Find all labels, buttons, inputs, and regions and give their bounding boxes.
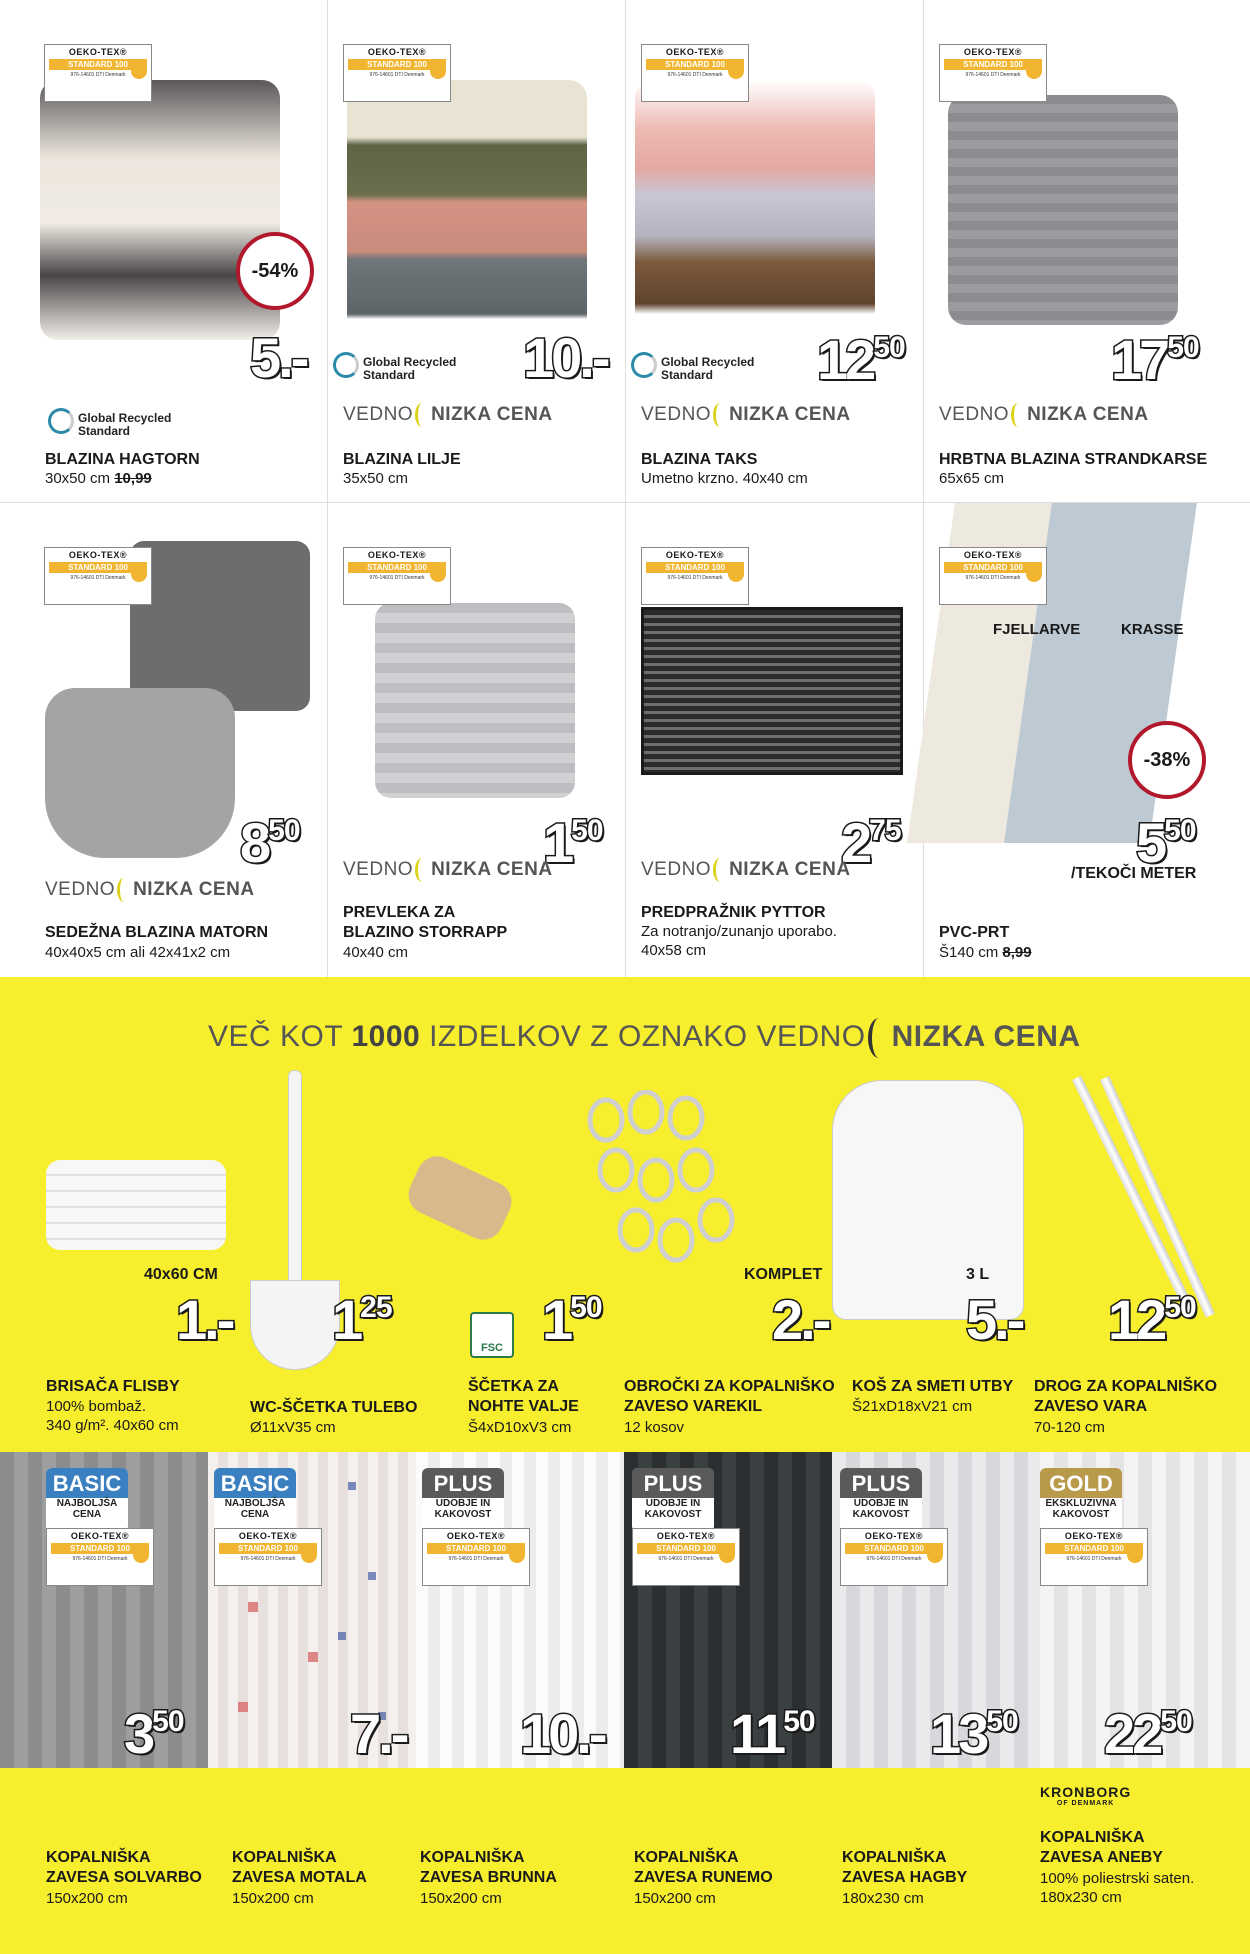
product-name: KOPALNIŠKA ZAVESA BRUNNA [420, 1849, 557, 1886]
plus-tag: PLUS UDOBJE IN KAKOVOST [422, 1468, 504, 1532]
oeko-tex-label: OEKO-TEX® STANDARD 100 976-14601 DTI Denmark [343, 547, 451, 605]
plus-tag: PLUS UDOBJE IN KAKOVOST [840, 1468, 922, 1532]
oeko-tex-label: OEKO-TEX® STANDARD 100 976-14601 DTI Denmark [641, 547, 749, 605]
price: $2^{75}$ [841, 811, 901, 874]
sun-icon [1127, 1547, 1143, 1563]
product-desc: 70-120 cm [1034, 1419, 1105, 1436]
product-name: PVC-PRT [939, 924, 1010, 941]
product-name: BLAZINA HAGTORN [45, 451, 200, 468]
product-desc: 12 kosov [624, 1419, 685, 1436]
price: $12^{50}$ [1108, 1288, 1196, 1351]
product-image [40, 80, 280, 340]
product-desc: Za notranjo/zunanjo uporabo. 40x58 cm [641, 923, 837, 959]
section-home [0, 502, 1250, 977]
oeko-tex-label: OEKO-TEX® STANDARD 100 976-14601 DTI Denmark [641, 44, 749, 102]
product-card-hagtorn[interactable] [0, 0, 327, 502]
product-desc: 150x200 cm [634, 1890, 716, 1907]
rings-icon [576, 1090, 766, 1290]
recycled-icon [631, 352, 657, 378]
product-name: PREVLEKA ZA BLAZINO STORRAPP [343, 904, 508, 941]
variant-label: FJELLARVE [993, 621, 1081, 638]
sun-icon [728, 566, 744, 582]
oeko-tex-label: OEKO-TEX® STANDARD 100 976-14601 DTI Denmark [939, 44, 1047, 102]
price: 7.- [350, 1702, 407, 1765]
price: $11^{50}$ [730, 1702, 815, 1765]
product-name: KOŠ ZA SMETI UTBY [852, 1378, 1014, 1395]
price: $13^{50}$ [930, 1702, 1018, 1765]
recycled-icon [333, 352, 359, 378]
recycled-label: Global Recycled Standard [661, 356, 754, 381]
vedno-nizka-cena-logo: VEDNO NIZKA CENA [45, 879, 255, 901]
sun-icon [133, 1547, 149, 1563]
product-desc: 100% poliestrski saten. 180x230 cm [1040, 1870, 1195, 1906]
product-image [288, 1070, 302, 1290]
sun-icon [301, 1547, 317, 1563]
basic-tag: BASIC NAJBOLJŠA CENA [46, 1468, 128, 1532]
product-name: KOPALNIŠKA ZAVESA RUNEMO [634, 1849, 773, 1886]
unit-label: /TEKOČI METER [1071, 865, 1197, 882]
product-desc: 150x200 cm [420, 1890, 502, 1907]
product-image [250, 1280, 340, 1370]
price: 10.- [520, 1702, 605, 1765]
product-desc: 40x40 cm [343, 944, 409, 961]
vedno-nizka-cena-logo: VEDNO NIZKA CENA [343, 859, 553, 881]
product-card-taks[interactable] [625, 0, 923, 502]
product-image [576, 1090, 766, 1290]
product-image [130, 541, 310, 711]
price: $8^{50}$ [240, 811, 300, 874]
product-name: ŠČETKA ZA NOHTE VALJE [468, 1378, 579, 1415]
discount-badge: -54% [236, 232, 314, 310]
product-name: PREDPRAŽNIK PYTTOR [641, 904, 826, 921]
product-name: KOPALNIŠKA ZAVESA HAGBY [842, 1849, 968, 1886]
product-image [635, 80, 875, 340]
price: 10.- [523, 326, 608, 389]
recycled-label: Global Recycled Standard [363, 356, 456, 381]
product-desc: 65x65 cm [939, 470, 1005, 487]
oeko-tex-label: OEKO-TEX® STANDARD 100 976-14601 DTI Denmark [422, 1528, 530, 1586]
sun-icon [1026, 566, 1042, 582]
set-label: KOMPLET [744, 1266, 823, 1283]
product-name: KOPALNIŠKA ZAVESA SOLVARBO [46, 1849, 202, 1886]
product-desc: Š4xD10xV3 cm [468, 1419, 572, 1436]
discount-badge: -38% [1128, 721, 1206, 799]
price: 2.- [772, 1288, 829, 1351]
price: 5.- [250, 326, 307, 389]
price: $1^{25}$ [332, 1288, 392, 1351]
price: $5^{50}$ [1136, 811, 1196, 874]
product-name: DROG ZA KOPALNIŠKO ZAVESO VARA [1034, 1378, 1218, 1415]
product-name: WC-ŠČETKA TULEBO [250, 1399, 418, 1416]
promo-headline: VEČ KOT 1000 IZDELKOV Z OZNAKO VEDNO NIZKA CENA [208, 1018, 1081, 1058]
sun-icon [927, 1547, 943, 1563]
product-image [45, 688, 235, 858]
oeko-tex-label: OEKO-TEX® STANDARD 100 976-14601 DTI Denmark [44, 44, 152, 102]
kronborg-logo: KRONBORG OF DENMARK [1040, 1784, 1132, 1807]
price: $17^{50}$ [1111, 328, 1199, 391]
sun-icon [728, 63, 744, 79]
product-desc: 40x40x5 cm ali 42x41x2 cm [45, 944, 231, 961]
oeko-tex-label: OEKO-TEX® STANDARD 100 976-14601 DTI Denmark [840, 1528, 948, 1586]
vedno-nizka-cena-logo: VEDNO NIZKA CENA [641, 859, 851, 881]
product-desc: 35x50 cm [343, 470, 409, 487]
oeko-tex-label: OEKO-TEX® STANDARD 100 976-14601 DTI Denmark [343, 44, 451, 102]
product-image [46, 1160, 226, 1250]
vedno-nizka-cena-logo: VEDNO NIZKA CENA [939, 404, 1149, 426]
price: $3^{50}$ [124, 1702, 184, 1765]
price: 5.- [966, 1288, 1023, 1351]
price: $22^{50}$ [1104, 1702, 1192, 1765]
price: $1^{50}$ [543, 811, 603, 874]
product-card-pyttor[interactable] [625, 503, 923, 977]
product-card-strandkarse[interactable] [923, 0, 1250, 502]
basic-tag: BASIC NAJBOLJŠA CENA [214, 1468, 296, 1532]
product-desc: Š21xD18xV21 cm [852, 1398, 973, 1415]
price: $12^{50}$ [817, 328, 905, 391]
oeko-tex-label: OEKO-TEX® STANDARD 100 976-14601 DTI Denmark [214, 1528, 322, 1586]
oeko-tex-label: OEKO-TEX® STANDARD 100 976-14601 DTI Denmark [44, 547, 152, 605]
product-desc: Š140 cm 8,99 [939, 944, 1032, 961]
oeko-tex-label: OEKO-TEX® STANDARD 100 976-14601 DTI Denmark [46, 1528, 154, 1586]
product-name: KOPALNIŠKA ZAVESA ANEBY [1040, 1829, 1163, 1866]
product-card-matorn[interactable] [0, 503, 327, 977]
price: 1.- [176, 1288, 233, 1351]
sun-icon [131, 63, 147, 79]
product-image [948, 95, 1178, 325]
sun-icon [509, 1547, 525, 1563]
fsc-logo: FSC [470, 1312, 514, 1358]
product-name: KOPALNIŠKA ZAVESA MOTALA [232, 1849, 367, 1886]
product-card-storrapp[interactable] [327, 503, 625, 977]
sun-icon [430, 566, 446, 582]
sun-icon [131, 566, 147, 582]
size-label: 40x60 CM [144, 1266, 218, 1283]
volume-label: 3 L [966, 1266, 990, 1283]
product-desc: Ø11xV35 cm [250, 1419, 336, 1436]
sun-icon [719, 1547, 735, 1563]
section-pillows [0, 0, 1250, 502]
product-desc: 180x230 cm [842, 1890, 924, 1907]
product-card-lilje[interactable] [327, 0, 625, 502]
oeko-tex-label: OEKO-TEX® STANDARD 100 976-14601 DTI Denmark [1040, 1528, 1148, 1586]
product-desc: 30x50 cm 10,99 [45, 470, 152, 487]
sun-icon [430, 63, 446, 79]
product-card-pvc-prt[interactable] [923, 503, 1250, 977]
vedno-nizka-cena-logo: VEDNO NIZKA CENA [641, 404, 851, 426]
product-desc: 100% bombaž. 340 g/m². 40x60 cm [46, 1398, 179, 1434]
recycled-label: Global Recycled Standard [78, 412, 171, 437]
product-name: BLAZINA TAKS [641, 451, 758, 468]
oeko-tex-label: OEKO-TEX® STANDARD 100 976-14601 DTI Denmark [632, 1528, 740, 1586]
product-image [375, 603, 575, 798]
plus-tag: PLUS UDOBJE IN KAKOVOST [632, 1468, 714, 1532]
recycled-icon [48, 408, 74, 434]
gold-tag: GOLD EKSKLUZIVNA KAKOVOST [1040, 1468, 1122, 1532]
product-image [832, 1080, 1024, 1320]
product-desc: Umetno krzno. 40x40 cm [641, 470, 808, 487]
product-image [641, 607, 903, 775]
price: $1^{50}$ [542, 1288, 602, 1351]
product-name: SEDEŽNA BLAZINA MATORN [45, 924, 269, 941]
sun-icon [1026, 63, 1042, 79]
vedno-nizka-cena-logo: VEDNO NIZKA CENA [343, 404, 553, 426]
product-name: OBROČKI ZA KOPALNIŠKO ZAVESO VAREKIL [624, 1378, 835, 1415]
product-image [347, 80, 587, 340]
product-name: HRBTNA BLAZINA STRANDKARSE [939, 451, 1208, 468]
product-name: BRISAČA FLISBY [46, 1378, 180, 1395]
oeko-tex-label: OEKO-TEX® STANDARD 100 976-14601 DTI Denmark [939, 547, 1047, 605]
product-desc: 150x200 cm [232, 1890, 314, 1907]
product-name: BLAZINA LILJE [343, 451, 461, 468]
product-desc: 150x200 cm [46, 1890, 128, 1907]
variant-label: KRASSE [1121, 621, 1184, 638]
